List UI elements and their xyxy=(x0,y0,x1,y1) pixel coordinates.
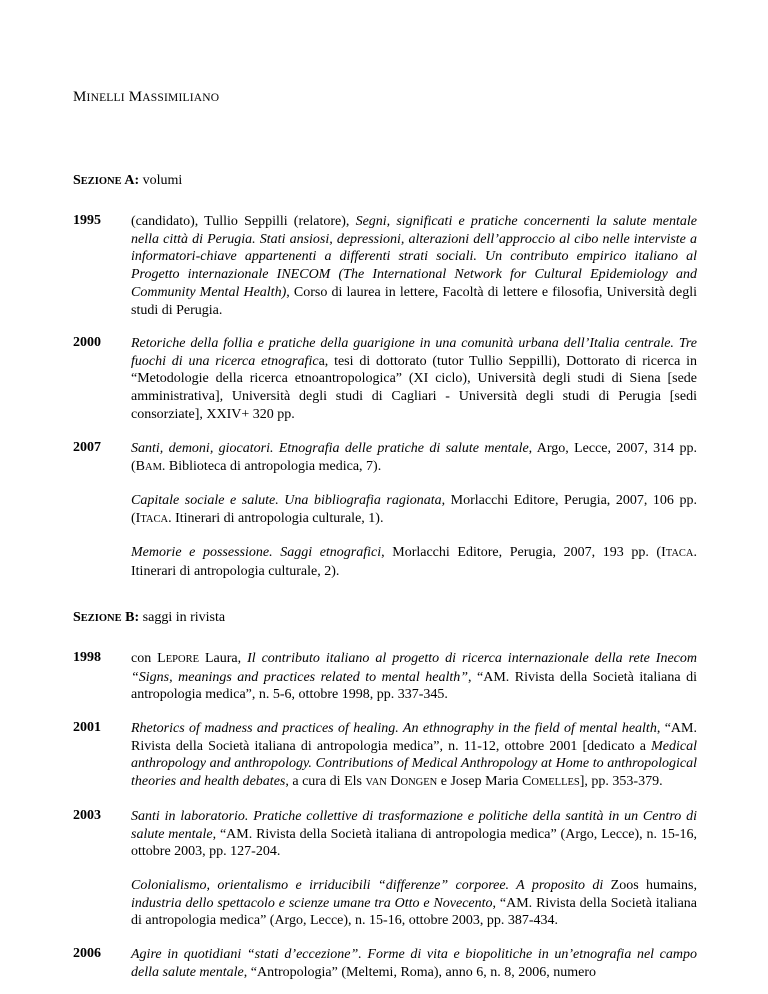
entry-year: 2007 xyxy=(73,440,101,455)
entry-text: Santi in laboratorio. Pratiche collettive di trasformazione e politiche della santità in un Centro di salute mentale, “AM. Rivista della Società italiana di antropologia medica” (Argo, Lecce), n. 15-16, ottobre 2003, pp. 127-204. xyxy=(131,809,697,860)
author-name: MINELLI MASSIMILIANO xyxy=(73,89,220,105)
section-b-heading: SEZIONE B: saggi in rivista xyxy=(73,610,226,625)
entry-text: Colonialismo, orientalismo e irriducibili “differenze” corporee. A proposito di Zoos humains, industria dello spettacolo e scienze umane tra Otto e Novecento, “AM. Rivista della Società italiana di antropologia medica” (Argo, Lecce), n. 15-16, ottobre 2003, pp. 387-434. xyxy=(131,878,697,929)
entry-text: (candidato), Tullio Seppilli (relatore), Segni, significati e pratiche concernenti la salute mentale nella città di Perugia. Stati ansiosi, depressioni, alterazioni dell’approccio al cibo nelle interviste a informatori-chiave appartenenti a differenti strati sociali. Un contributo empirico italiano al Progetto internazionale INECOM (The International Network for Cultural Epidemiology and Community Mental Health), Corso di laurea in lettere, Facoltà di lettere e filosofia, Università degli studi di Perugia. xyxy=(131,214,697,318)
entry-text: Retoriche della follia e pratiche della guarigione in una comunità urbana dell’Italia centrale. Tre fuochi di una ricerca etnografica, tesi di dottorato (tutor Tullio Seppilli), Dottorato di ricerca in “Metodologie della ricerca etnoantropologica” (XI ciclo), Università degli studi di Siena [sede amministrativa], Università degli studi di Cagliari - Università degli studi di Perugia [sedi consorziate], XXIV+ 320 pp. xyxy=(131,336,697,422)
entry-year: 1995 xyxy=(73,213,101,228)
entry-text: Capitale sociale e salute. Una bibliografia ragionata, Morlacchi Editore, Perugia, 2007, 106 pp. (ITACA. Itinerari di antropologia culturale, 1). xyxy=(131,493,697,526)
entry-year: 2001 xyxy=(73,720,101,735)
entry-text: Agire in quotidiani “stati d’eccezione”. Forme di vita e biopolitiche in un’etnografia nel campo della salute mentale, “Antropologia” (Meltemi, Roma), anno 6, n. 8, 2006, numero xyxy=(131,947,697,980)
entry-text: Santi, demoni, giocatori. Etnografia delle pratiche di salute mentale, Argo, Lecce, 2007, 314 pp. (BAM. Biblioteca di antropologia medica, 7). xyxy=(131,441,697,474)
entry-year: 2003 xyxy=(73,808,101,823)
entry-text: Rhetorics of madness and practices of healing. An ethnography in the field of mental health, “AM. Rivista della Società italiana di antropologia medica”, n. 11-12, ottobre 2001 [dedicato a Medical anthropology and anthropology. Contributions of Medical Anthropology at Home to anthropological theories and health debates, a cura di Els VAN DONGEN e Josep Maria COMELLES], pp. 353-379. xyxy=(131,721,697,790)
entry-text: Memorie e possessione. Saggi etnografici, Morlacchi Editore, Perugia, 2007, 193 pp. (ITACA. Itinerari di antropologia culturale, 2). xyxy=(131,545,698,579)
entry-text: con LEPORE Laura, Il contributo italiano al progetto di ricerca internazionale della rete Inecom “Signs, meanings and practices related to mental health”, “AM. Rivista della Società italiana di antropologia medica”, n. 5-6, ottobre 1998, pp. 337-345. xyxy=(131,651,698,703)
entry-year: 2000 xyxy=(73,335,101,350)
entry-year: 2006 xyxy=(73,946,101,961)
entry-year: 1998 xyxy=(73,650,101,665)
section-a-heading: SEZIONE A: volumi xyxy=(73,173,183,188)
